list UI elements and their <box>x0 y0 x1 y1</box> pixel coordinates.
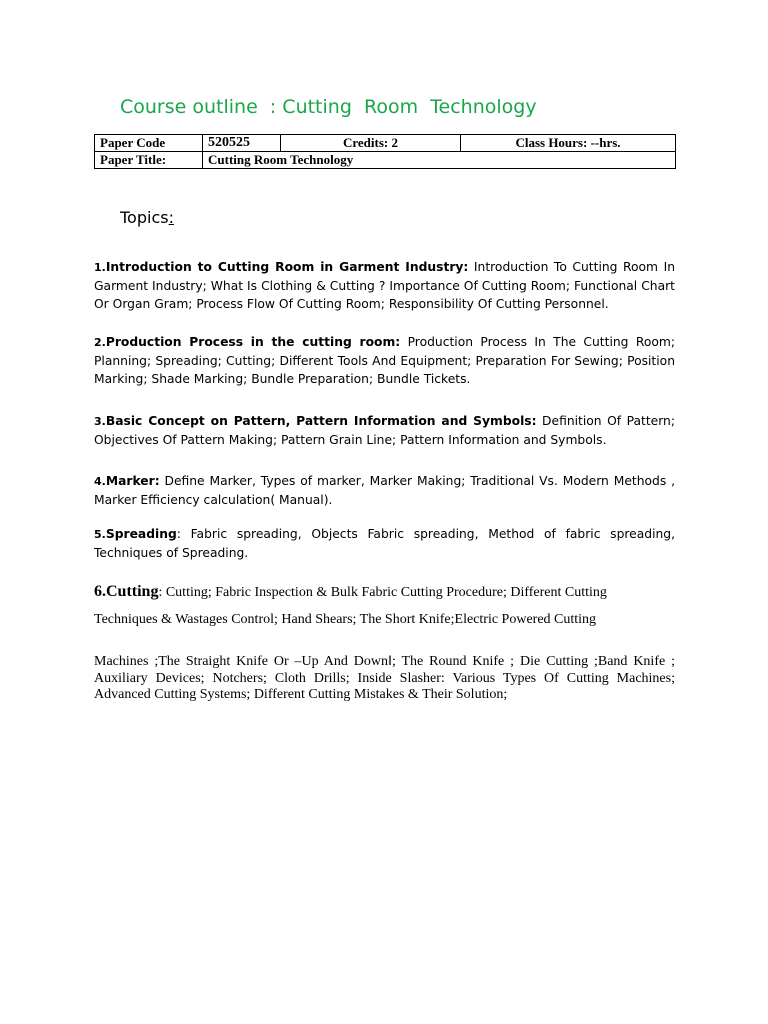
topic-body: Introduction To Cutting Room In Garment Industry; What Is Clothing & Cutting ? Importance Of Cutting Room; Functional Chart Or Organ Gram; Process Flow Of Cutting Room; Responsibility Of Cutting Personnel. <box>94 260 676 311</box>
paper-info-table <box>94 134 676 169</box>
topic-body: Definition Of Pattern; Objectives Of Pattern Making; Pattern Grain Line; Pattern Information and Symbols. <box>94 414 675 447</box>
topic-body: : Cutting; Fabric Inspection & Bulk Fabric Cutting Procedure; Different Cutting <box>158 585 607 600</box>
topic-heading: 6.Cutting <box>94 583 159 600</box>
topic-item-6-line-2: Techniques & Wastages Control; Hand Shears; The Short Knife;Electric Powered Cutting <box>94 612 597 627</box>
paper-title-label: Paper Title: <box>95 152 203 169</box>
topic-item-3 <box>94 412 675 449</box>
topic-number: 4. <box>94 475 106 488</box>
topic-item-2 <box>94 333 675 388</box>
topic-body: Production Process In The Cutting Room; Planning; Spreading; Cutting; Different Tools And Equipment; Preparation For Sewing; Position Marking; Shade Marking; Bundle Preparation; Bundle Tickets. <box>94 335 675 386</box>
topic-item-5 <box>94 525 675 562</box>
topic-heading: Basic Concept on Pattern, Pattern Information and Symbols: <box>105 414 537 428</box>
topic-heading: Marker: <box>105 474 160 488</box>
topic-item-1 <box>94 258 675 313</box>
topic-heading: Production Process in the cutting room: <box>105 335 401 349</box>
topic-item-4 <box>94 472 675 509</box>
topic-item-6-line-1 <box>94 582 675 603</box>
topics-heading <box>120 208 174 227</box>
paper-code-value: 520525 <box>203 135 281 152</box>
topic-body: Define Marker, Types of marker, Marker Making; Traditional Vs. Modern Methods , Marker Efficiency calculation( Manual). <box>94 474 675 507</box>
class-hours-cell: Class Hours: --hrs. <box>461 135 676 152</box>
topic-item-6-paragraph: Machines ;The Straight Knife Or –Up And Down‖; The Round Knife ; Die Cutting ;Band Knife ; Auxiliary Devices; Notchers; Cloth Drills; Inside Slasher: Various Types Of Cutting Machines; Advanced Cutting Systems; Different Cutting Mistakes & Their Solution; <box>94 654 675 702</box>
topic-heading: Introduction to Cutting Room in Garment Industry: <box>105 260 469 274</box>
topic-number: 5. <box>94 528 106 541</box>
topic-number: 2. <box>94 336 106 349</box>
table-row <box>95 135 676 152</box>
page-title: Course outline : Cutting Room Technology <box>120 96 537 118</box>
credits-cell: Credits: 2 <box>281 135 461 152</box>
table-row <box>95 152 676 169</box>
paper-title-value: Cutting Room Technology <box>203 152 676 169</box>
topic-number: 3. <box>94 415 106 428</box>
topic-heading: Spreading <box>105 527 177 541</box>
topic-number: 1. <box>94 261 106 274</box>
topics-heading-text: Topics <box>120 208 169 227</box>
topic-body: : Fabric spreading, Objects Fabric spreading, Method of fabric spreading, Techniques of Spreading. <box>94 527 675 560</box>
topics-heading-colon: : <box>168 208 174 227</box>
paper-code-label: Paper Code <box>95 135 203 152</box>
